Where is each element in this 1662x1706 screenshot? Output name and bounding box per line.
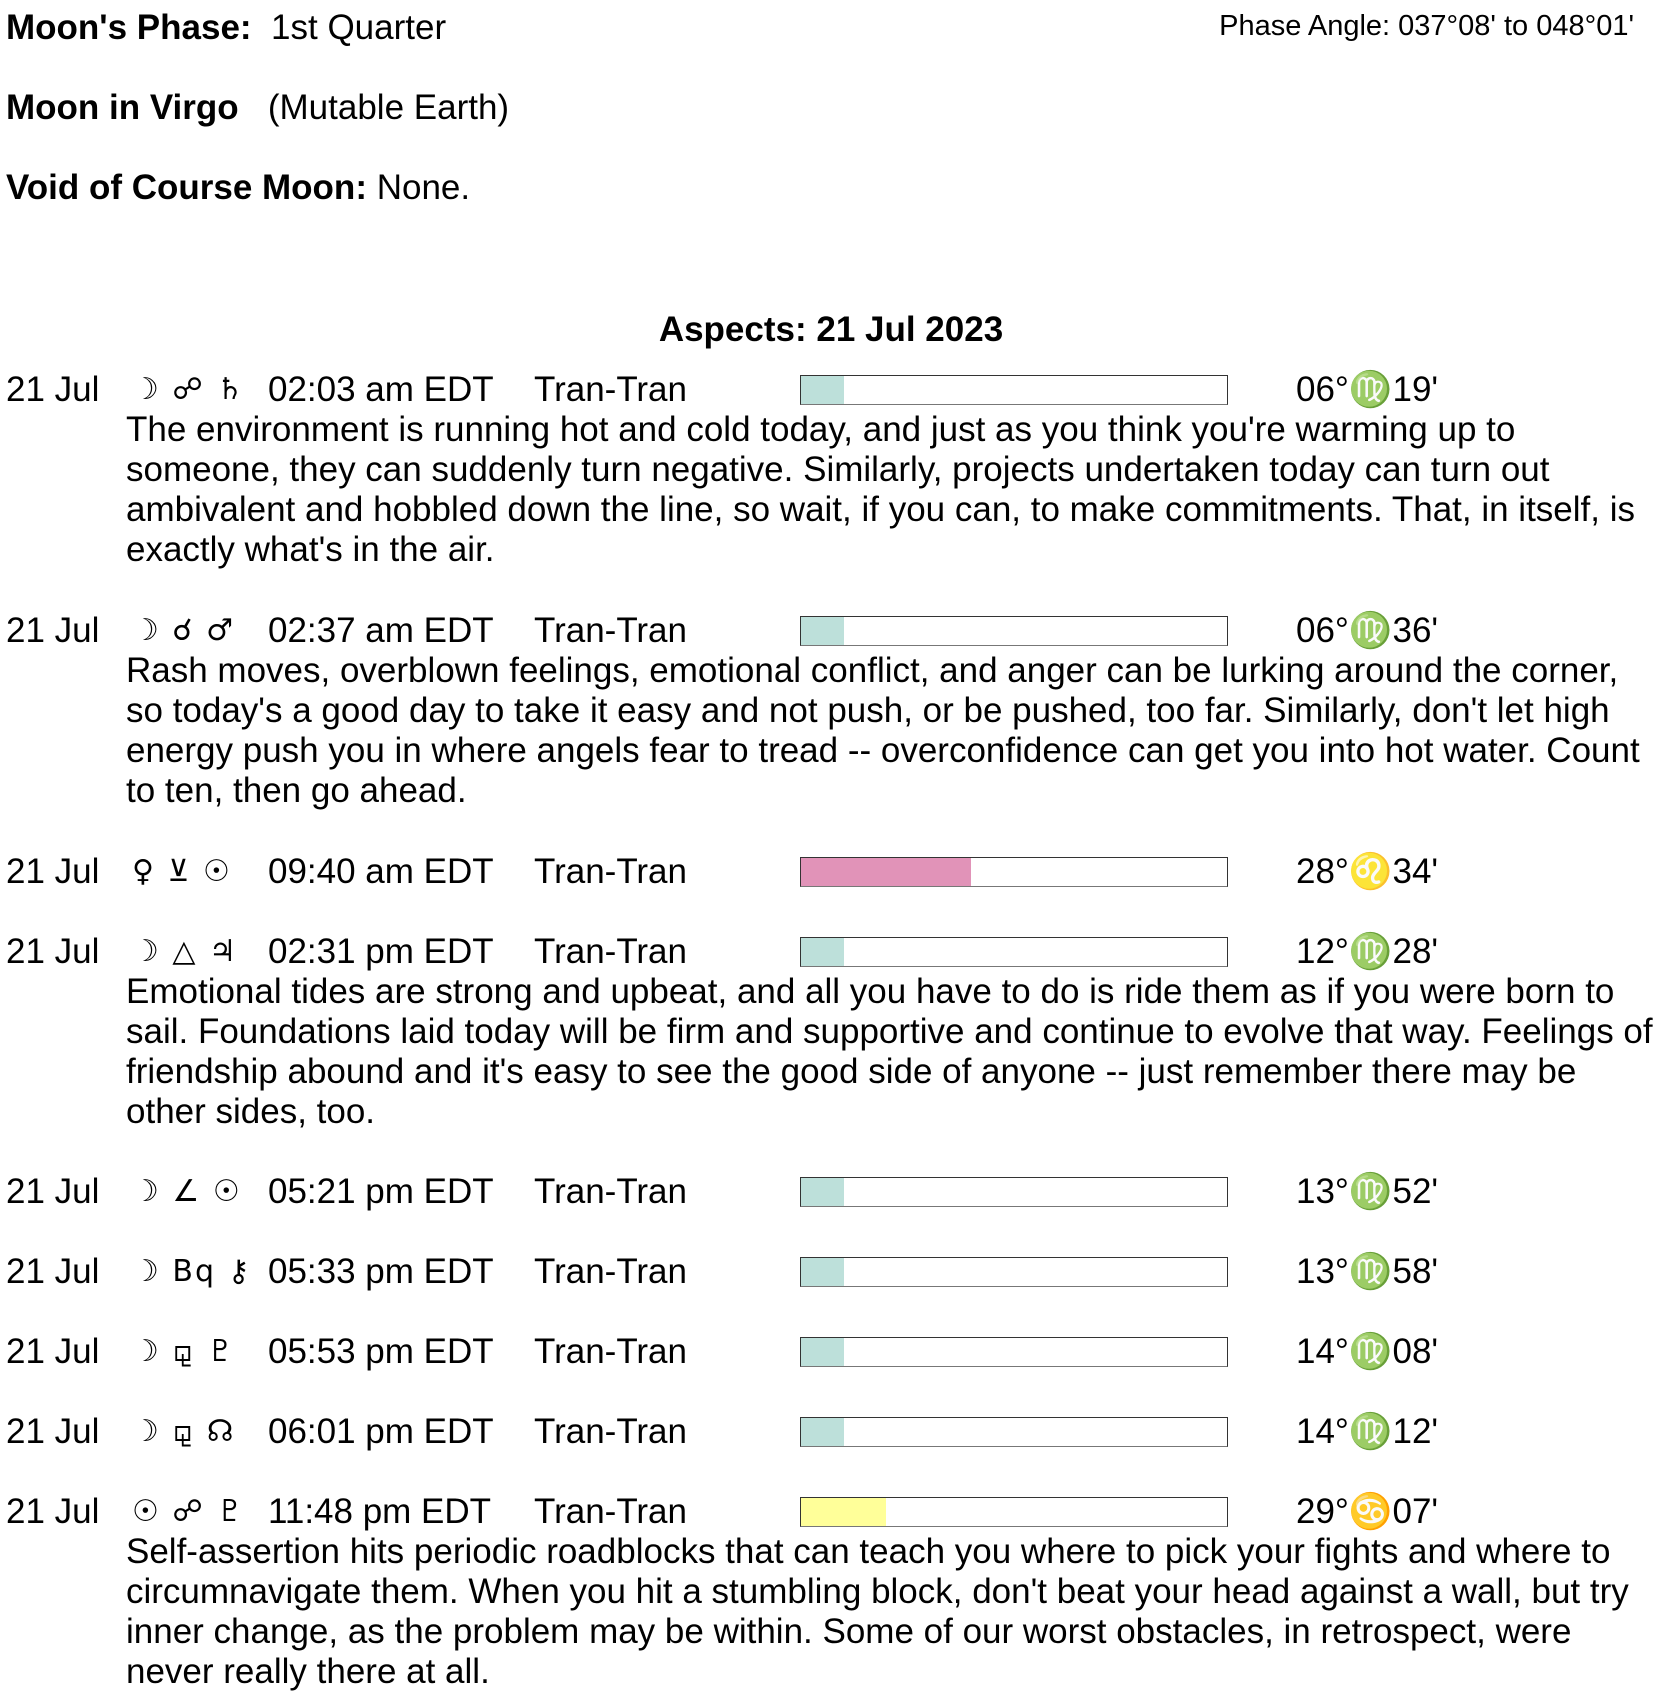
aspect-description: Emotional tides are strong and upbeat, and all you have to do is ride them as if you were born to sail. Foundations laid today will be firm and supportive and continue to evolve that way. Feelings of friendship abound and it's easy to see the good side of anyone -- just remember there may be other sides, too. <box>126 972 1653 1131</box>
aspect-strength-bar <box>800 616 1228 646</box>
aspect-degree: 14°♍12' <box>1296 1412 1439 1451</box>
aspect-date: 21 Jul <box>6 852 100 891</box>
aspect-glyphs-icon: ☽ ☍ ♄ <box>132 372 246 407</box>
aspect-strength-fill <box>801 1338 844 1366</box>
aspect-row <box>0 370 1662 410</box>
aspect-row <box>0 1412 1662 1452</box>
aspect-row <box>0 611 1662 651</box>
aspect-strength-bar <box>800 1337 1228 1367</box>
aspect-date: 21 Jul <box>6 1332 100 1371</box>
aspect-time: 05:53 pm EDT <box>268 1332 494 1371</box>
aspect-entry <box>0 1332 1662 1372</box>
aspect-strength-fill <box>801 1178 844 1206</box>
moon-phase-row <box>6 8 446 48</box>
aspect-type: Tran-Tran <box>534 1172 687 1211</box>
aspect-date: 21 Jul <box>6 1492 100 1531</box>
phase-angle: Phase Angle: 037°08' to 048°01' <box>1219 10 1634 42</box>
aspect-type: Tran-Tran <box>534 1332 687 1371</box>
void-of-course-row <box>6 168 470 208</box>
aspect-row <box>0 932 1662 972</box>
aspect-row <box>0 1172 1662 1212</box>
aspect-degree: 06°♍36' <box>1296 611 1439 650</box>
aspect-entry <box>0 611 1662 811</box>
aspect-strength-bar <box>800 1177 1228 1207</box>
aspect-glyphs-icon: ☽ ☌ ♂ <box>132 613 236 648</box>
aspect-strength-bar <box>800 1497 1228 1527</box>
aspect-entry <box>0 1412 1662 1452</box>
moon-sign-element: (Mutable Earth) <box>267 88 510 127</box>
aspect-entry <box>0 852 1662 892</box>
aspect-strength-fill <box>801 617 844 645</box>
aspect-time: 11:48 pm EDT <box>268 1492 492 1531</box>
void-of-course-label: Void of Course Moon: <box>6 168 367 207</box>
moon-phase-value: 1st Quarter <box>271 8 447 47</box>
aspect-description: Rash moves, overblown feelings, emotional conflict, and anger can be lurking around the corner, so today's a good day to take it easy and not push, or be pushed, too far. Similarly, don't let high energy push you in where angels fear to tread -- overconfidence can get you into hot water. Count to ten, then go ahead. <box>126 651 1640 810</box>
aspect-glyphs-icon: ☽ ⚼ ♇ <box>132 1334 236 1369</box>
aspect-type: Tran-Tran <box>534 611 687 650</box>
aspect-type: Tran-Tran <box>534 1252 687 1291</box>
aspect-description: The environment is running hot and cold today, and just as you think you're warming up to someone, they can suddenly turn negative. Similarly, projects undertaken today can turn out ambivalent and hobbled down the line, so wait, if you can, to make commitments. That, in itself, is exactly what's in the air. <box>126 410 1635 569</box>
aspect-strength-bar <box>800 937 1228 967</box>
aspect-degree: 28°♌34' <box>1296 852 1439 891</box>
aspect-degree: 12°♍28' <box>1296 932 1439 971</box>
aspect-date: 21 Jul <box>6 1252 100 1291</box>
aspect-type: Tran-Tran <box>534 852 687 891</box>
aspect-glyphs-icon: ☽ △ ♃ <box>132 934 238 969</box>
aspect-strength-fill <box>801 1498 886 1526</box>
aspect-degree: 29°♋07' <box>1296 1492 1439 1531</box>
aspect-type: Tran-Tran <box>534 1492 687 1531</box>
aspect-degree: 13°♍52' <box>1296 1172 1439 1211</box>
void-of-course-value: None. <box>376 168 471 207</box>
aspect-glyphs-icon: ☽ ⚼ ☊ <box>132 1414 236 1449</box>
aspect-date: 21 Jul <box>6 1172 100 1211</box>
aspect-row <box>0 1492 1662 1532</box>
aspect-row <box>0 852 1662 892</box>
aspect-glyphs-icon: ♀ ⊻ ☉ <box>132 854 232 889</box>
aspect-degree: 06°♍19' <box>1296 370 1439 409</box>
aspect-time: 02:37 am EDT <box>268 611 494 650</box>
aspect-strength-bar <box>800 375 1228 405</box>
aspect-time: 06:01 pm EDT <box>268 1412 494 1451</box>
aspect-time: 02:03 am EDT <box>268 370 494 409</box>
aspect-description: Self-assertion hits periodic roadblocks that can teach you where to pick your fights and where to circumnavigate them. When you hit a stumbling block, don't beat your head against a wall, but try inner change, as the problem may be within. Some of our worst obstacles, in retrospect, were never really there at all. <box>126 1532 1629 1691</box>
aspect-strength-fill <box>801 1418 844 1446</box>
aspect-time: 09:40 am EDT <box>268 852 494 891</box>
aspect-strength-bar <box>800 857 1228 887</box>
moon-phase-label: Moon's Phase: <box>6 8 252 47</box>
aspect-degree: 13°♍58' <box>1296 1252 1439 1291</box>
aspect-entry <box>0 1172 1662 1212</box>
aspect-type: Tran-Tran <box>534 932 687 971</box>
aspect-glyphs-icon: ☽ ∠ ☉ <box>132 1174 242 1209</box>
moon-sign-row <box>6 88 509 128</box>
aspect-type: Tran-Tran <box>534 370 687 409</box>
aspect-strength-fill <box>801 858 971 886</box>
aspect-date: 21 Jul <box>6 370 100 409</box>
moon-sign-label: Moon in Virgo <box>6 88 239 127</box>
aspect-row <box>0 1332 1662 1372</box>
aspects-title: Aspects: 21 Jul 2023 <box>658 310 1004 349</box>
aspect-entry <box>0 1492 1662 1692</box>
aspect-strength-fill <box>801 938 844 966</box>
aspect-time: 05:21 pm EDT <box>268 1172 494 1211</box>
aspect-entry <box>0 1252 1662 1292</box>
aspect-strength-fill <box>801 1258 844 1286</box>
aspect-degree: 14°♍08' <box>1296 1332 1439 1371</box>
aspect-time: 05:33 pm EDT <box>268 1252 494 1291</box>
aspect-strength-fill <box>801 376 844 404</box>
aspect-glyphs-icon: ☽ Bq ⚷ <box>132 1254 252 1289</box>
aspect-glyphs-icon: ☉ ☍ ♇ <box>132 1494 246 1529</box>
aspect-entry <box>0 370 1662 570</box>
aspect-time: 02:31 pm EDT <box>268 932 494 971</box>
aspect-date: 21 Jul <box>6 611 100 650</box>
aspect-type: Tran-Tran <box>534 1412 687 1451</box>
aspect-date: 21 Jul <box>6 932 100 971</box>
aspect-strength-bar <box>800 1257 1228 1287</box>
aspect-row <box>0 1252 1662 1292</box>
aspect-date: 21 Jul <box>6 1412 100 1451</box>
aspect-entry <box>0 932 1662 1132</box>
aspect-strength-bar <box>800 1417 1228 1447</box>
